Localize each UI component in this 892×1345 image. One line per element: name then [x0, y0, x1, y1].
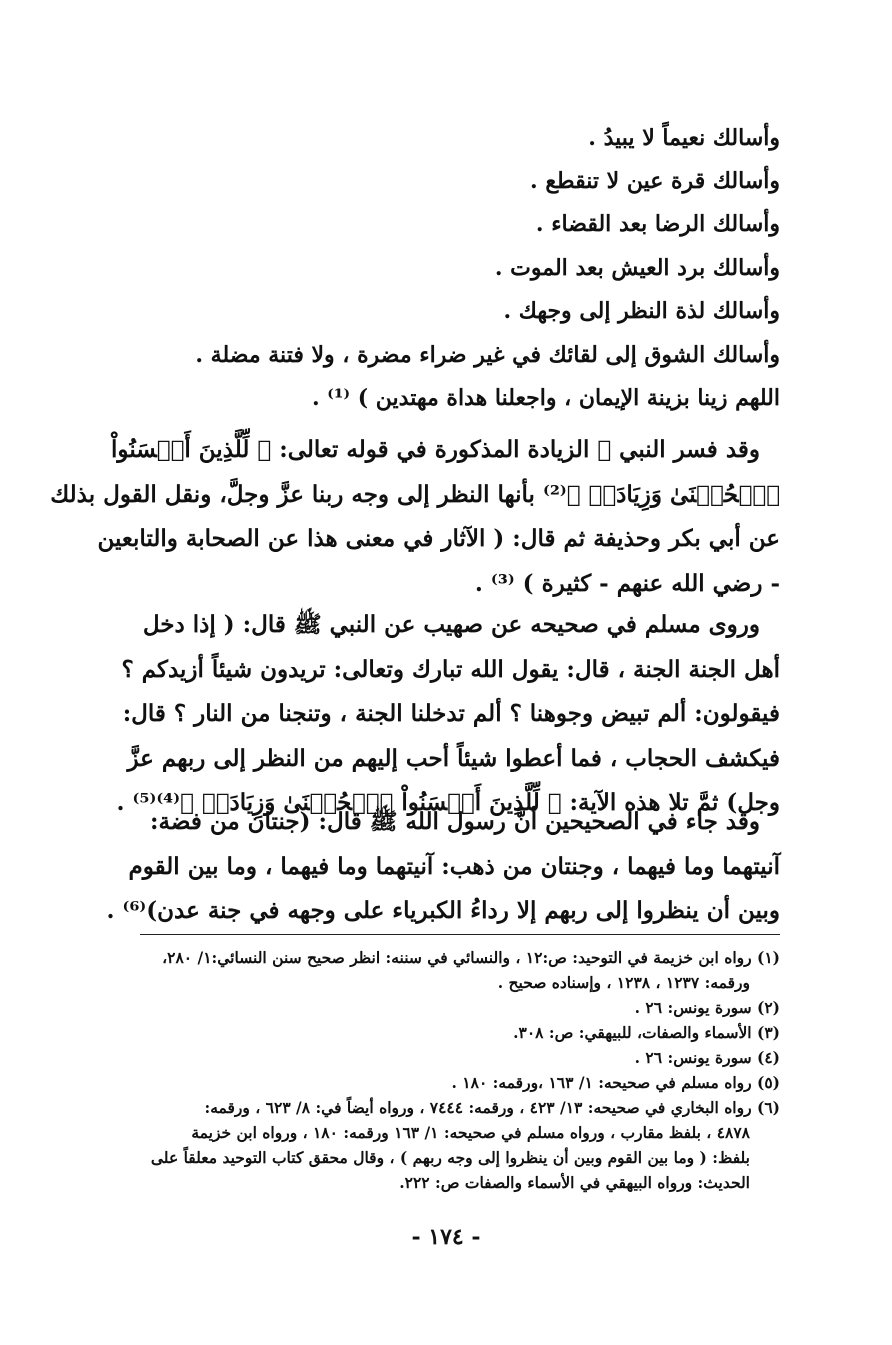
footnote-6: (٦) رواه البخاري في صحيحه: ١٣/ ٤٢٣ ، ورقمه: ٧٤٤٤ ، ورواه أيضاً في: ٨/ ٦٢٣ ، ورقمه: [204, 1098, 780, 1117]
footnote-5: (٥) رواه مسلم في صحيحه: ١/ ١٦٣ ،ورقمه: ١٨٠ . [451, 1073, 780, 1092]
footnote-1-continued: ورقمه: ١٢٣٧ ، ١٢٣٨ ، وإسناده صحيح . [497, 973, 750, 992]
paragraph-line: فيقولون: ألم تبيض وجوهنا ؟ ألم تدخلنا الجنة ، وتنجنا من النار ؟ قال: [122, 700, 780, 727]
footnote-3: (٣) الأسماء والصفات، للبيهقي: ص: ٣٠٨. [513, 1023, 780, 1042]
paragraph-line: وقد جاء في الصحيحين أنَّ رسول الله ﷺ قال: (جنتان من فضة: [150, 808, 760, 835]
paragraph-muslim-hadith [40, 603, 780, 826]
footnote-6-continued: ٤٨٧٨ ، بلفظ مقارب ، ورواه مسلم في صحيحه: ١/ ١٦٣ ورقمه: ١٨٠ ، ورواه ابن خزيمة [191, 1123, 750, 1142]
footnote-6-continued: الحديث: ورواه البيهقي في الأسماء والصفات ص: ٢٢٢. [399, 1173, 750, 1192]
paragraph-line: وجل) ثمَّ تلا هذه الآية: ﴿ لِّلَّذِينَ أَحۡسَنُواْ ٱلۡحُسۡنَىٰ وَزِيَادَةٞ ﴾⁽⁴⁾⁽⁵⁾ . [116, 789, 780, 816]
paragraph-line: فيكشف الحجاب ، فما أعطوا شيئاً أحب إليهم من النظر إلى ربهم عزَّ [127, 744, 780, 772]
invocation-line: وأسالك لذة النظر إلى وجهك . [503, 298, 780, 324]
paragraph-line: وروى مسلم في صحيحه عن صهيب عن النبي ﷺ قال: ( إذا دخل [142, 611, 760, 638]
footnote-1: (١) رواه ابن خزيمة في التوحيد: ص:١٢ ، والنسائي في سننه: انظر صحيح سنن النسائي:١/ ٢٨٠، [162, 948, 780, 967]
footnote-2: (٢) سورة يونس: ٢٦ . [634, 998, 780, 1017]
footnote-4: (٤) سورة يونس: ٢٦ . [634, 1048, 780, 1067]
invocation-line: وأسالك قرة عين لا تنقطع . [530, 168, 780, 194]
invocation-line: وأسالك برد العيش بعد الموت . [494, 255, 780, 281]
footnote-6-continued: بلفظ: ( وما بين القوم وبين أن ينظروا إلى وجه ربهم ) ، وقال محقق كتاب التوحيد معلقاً على [150, 1148, 750, 1167]
paragraph-sahihayn-hadith [40, 800, 780, 934]
paragraph-line: - رضي الله عنهم - كثيرة ) ⁽³⁾ . [474, 569, 780, 597]
invocation-line: اللهم زينا بزينة الإيمان ، واجعلنا هداة مهتدين ) ⁽¹⁾ . [311, 385, 780, 411]
paragraph-line: عن أبي بكر وحذيفة ثم قال: ( الآثار في معنى هذا عن الصحابة والتابعين [97, 525, 780, 552]
paragraph-line: آنيتهما وما فيهما ، وجنتان من ذهب: آنيتهما وما فيهما ، وما بين القوم [128, 852, 780, 880]
invocation-line: وأسالك الشوق إلى لقائك في غير ضراء مضرة ، ولا فتنة مضلة . [195, 342, 780, 368]
page-number: - ١٧٤ - [411, 1224, 481, 1250]
paragraph-tafsir [40, 428, 780, 606]
footnote-separator [140, 934, 780, 935]
paragraph-line: ٱلۡحُسۡنَىٰ وَزِيَادَةٞ ﴾⁽²⁾ بأنها النظر إلى وجه ربنا عزَّ وجلَّ، ونقل القول بذلك [50, 480, 780, 508]
invocation-line: وأسالك نعيماً لا يبيدُ . [588, 125, 780, 151]
paragraph-line: وقد فسر النبي ﷺ الزيادة المذكورة في قوله تعالى: ﴿ لِّلَّذِينَ أَحۡسَنُواْ [111, 436, 760, 463]
footnotes [40, 945, 780, 1195]
invocation-line: وأسالك الرضا بعد القضاء . [535, 211, 780, 237]
paragraph-line: أهل الجنة الجنة ، قال: يقول الله تبارك وتعالى: تريدون شيئاً أزيدكم ؟ [121, 655, 780, 683]
paragraph-line: وبين أن ينظروا إلى ربهم إلا رداءُ الكبرياء على وجهه في جنة عدن)⁽⁶⁾ . [106, 897, 780, 924]
